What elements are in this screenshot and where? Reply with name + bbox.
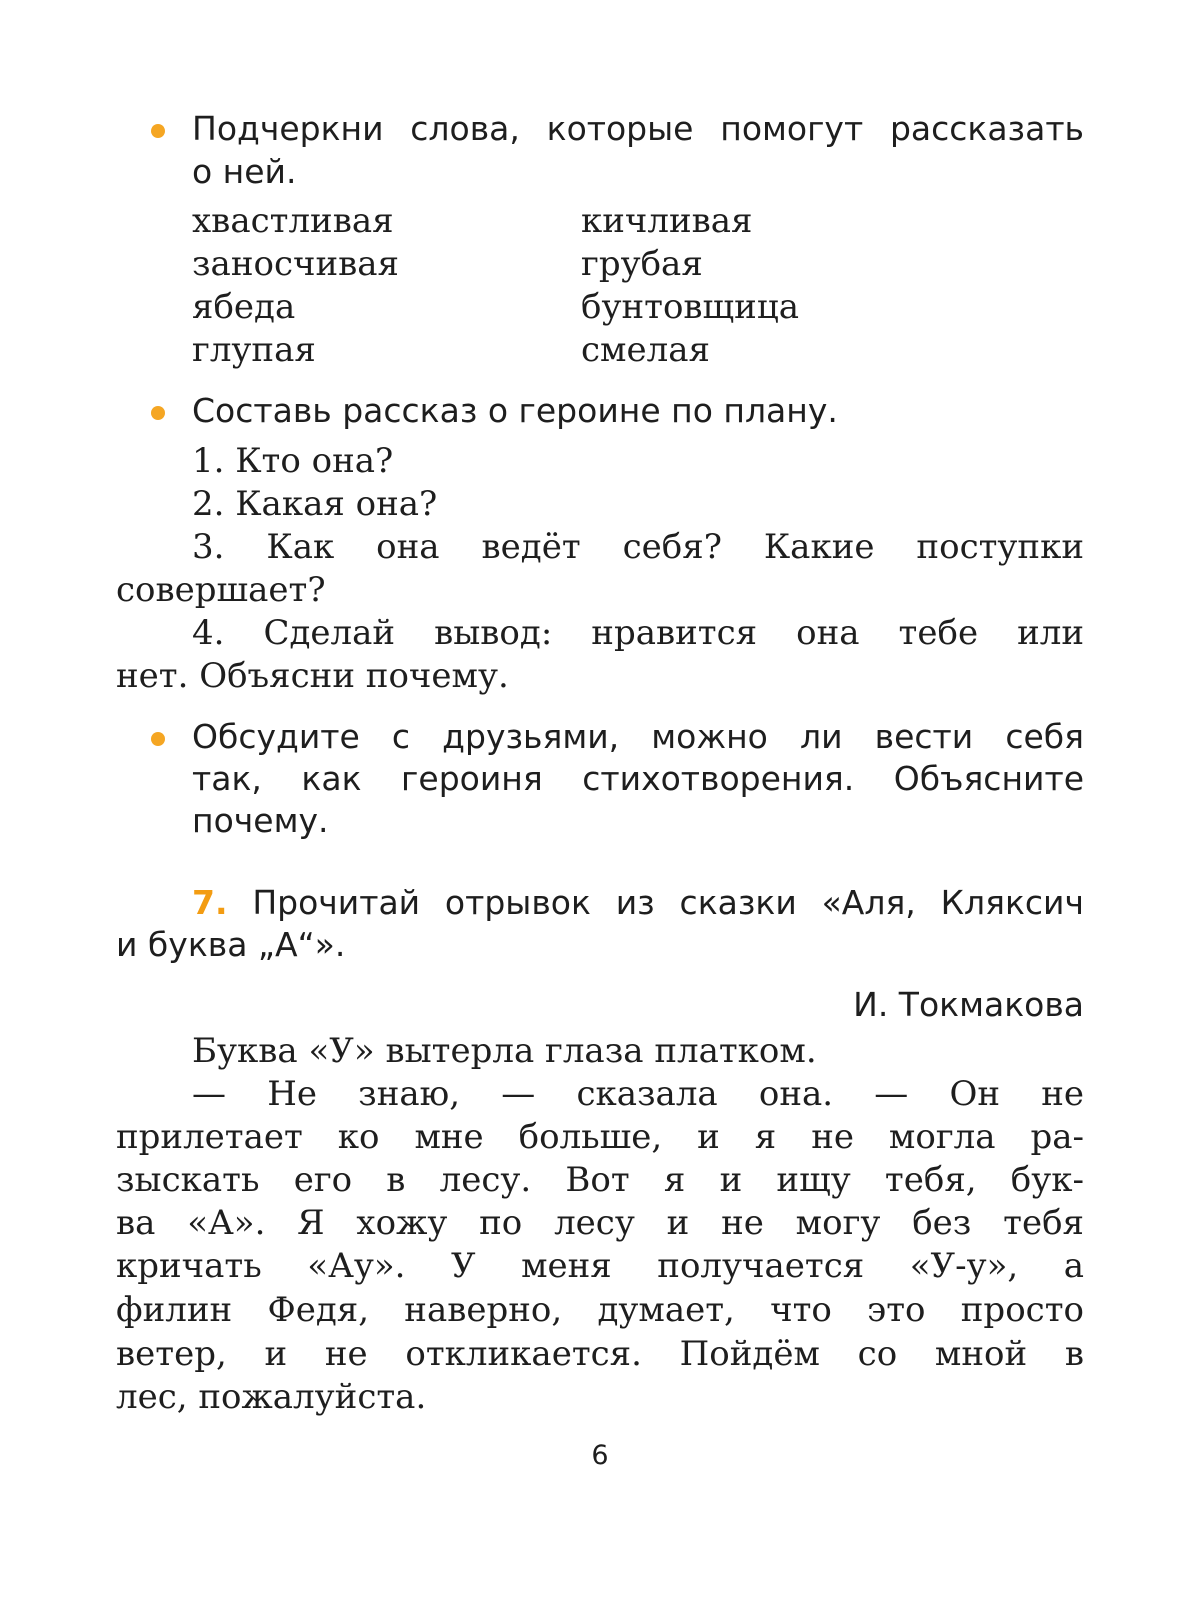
task-discuss-line2: так, как героиня стихотворения. Объясните	[192, 759, 1084, 798]
task-story: Составь рассказ о героине по плану.	[192, 391, 838, 430]
word-item: смелая	[581, 330, 710, 370]
word-item: бунтовщица	[581, 287, 799, 327]
exercise-7-line1	[192, 881, 1084, 924]
excerpt-line: филин Федя, наверно, думает, что это просто	[116, 1290, 1084, 1330]
task-underline-line2: о ней.	[192, 152, 297, 191]
exercise-7-text: Прочитай отрывок из сказки «Аля, Кляксич	[252, 883, 1084, 922]
task-discuss-line3: почему.	[192, 801, 329, 840]
page-number: 6	[591, 1440, 609, 1471]
word-item: глупая	[192, 330, 316, 370]
excerpt-line: прилетает ко мне больше, и я не могла ра-	[116, 1117, 1084, 1157]
author-name: И. Токмакова	[853, 985, 1084, 1024]
excerpt-line: лес, пожалуйста.	[116, 1377, 427, 1417]
excerpt-line: ветер, и не откликается. Пойдём со мной в	[116, 1334, 1084, 1374]
excerpt-line: кричать «Ау». У меня получается «У-у», а	[116, 1246, 1084, 1286]
plan-question-4: 4. Сделай вывод: нравится она тебе или	[192, 613, 1084, 653]
plan-question-3-cont: совершает?	[116, 570, 326, 610]
task-underline-line1: Подчеркни слова, которые помогут рассказать	[192, 109, 1084, 148]
exercise-number: 7.	[192, 883, 228, 922]
excerpt-line: Буква «У» вытерла глаза платком.	[192, 1031, 817, 1071]
plan-question-1: 1. Кто она?	[192, 441, 394, 481]
plan-question-2: 2. Какая она?	[192, 484, 438, 524]
task-discuss-line1: Обсудите с друзьями, можно ли вести себя	[192, 717, 1084, 756]
excerpt-line: ва «А». Я хожу по лесу и не могу без тебя	[116, 1203, 1084, 1243]
bullet-icon	[151, 406, 165, 420]
plan-question-4-cont: нет. Объясни почему.	[116, 656, 509, 696]
excerpt-line: — Не знаю, — сказала она. — Он не	[192, 1074, 1084, 1114]
word-item: ябеда	[192, 287, 296, 327]
word-item: грубая	[581, 244, 703, 284]
bullet-icon	[151, 732, 165, 746]
word-item: кичливая	[581, 201, 753, 241]
exercise-7-line2: и буква „А“».	[116, 925, 346, 964]
word-item: заносчивая	[192, 244, 399, 284]
word-item: хвастливая	[192, 201, 394, 241]
bullet-icon	[151, 124, 165, 138]
excerpt-line: зыскать его в лесу. Вот я и ищу тебя, бук-	[116, 1160, 1084, 1200]
plan-question-3: 3. Как она ведёт себя? Какие поступки	[192, 527, 1084, 567]
